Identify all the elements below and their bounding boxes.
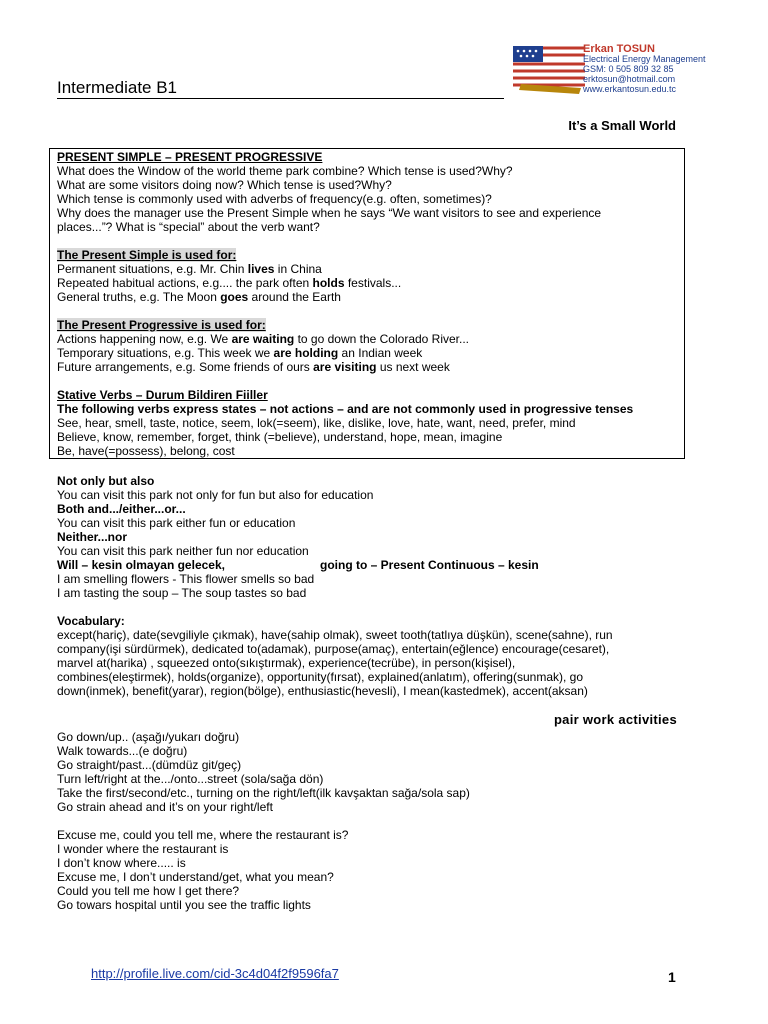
vocabulary-line-4: combines(eleştirmek), holds(organize), opportunity(fırsat), explained(anlatım), offering(sunmak), go [57,670,584,684]
question-4-line-1: Why does the manager use the Present Simple when he says “We want visitors to see and experience [57,206,602,220]
simple-use-1 [57,262,322,276]
pair-work-heading: pair work activities [553,712,677,727]
contact-card [583,44,706,94]
expression-1: Excuse me, could you tell me, where the restaurant is? [57,828,349,842]
contact-role: Electrical Energy Management [583,54,706,64]
text: around the Earth [248,290,341,304]
text: us next week [376,360,450,374]
direction-4: Turn left/right at the.../onto...street (sola/sağa dön) [57,772,324,786]
text: Temporary situations, e.g. This week we [57,346,274,360]
direction-5: Take the first/second/etc., turning on the right/left(ilk kavşaktan sağa/sola sap) [57,786,470,800]
progressive-heading-text: The Present Progressive is used for: [57,318,266,332]
contact-email: erktosun@hotmail.com [583,74,676,84]
flag-logo-icon [509,42,589,98]
contact-web: www.erkantosun.edu.tc [583,84,677,94]
text: festivals... [344,276,402,290]
simple-use-2 [57,276,401,290]
question-1: What does the Window of the world theme park combine? Which tense is used?Why? [57,164,513,178]
conjunction-example-1: You can visit this park not only for fun but also for education [57,488,374,502]
progressive-use-3 [57,360,450,374]
future-heading-will: Will – kesin olmayan gelecek, [57,558,225,572]
stative-list-2: Believe, know, remember, forget, think (=believe), understand, hope, mean, imagine [57,430,503,444]
example-verb: holds [312,276,345,290]
text: General truths, e.g. The Moon [57,290,221,304]
stative-example-1: I am smelling flowers - This flower smells so bad [57,572,315,586]
vocabulary-line-3: marvel at(harika) , squeezed onto(sıkıştırmak), experience(tecrübe), in person(kişisel), [57,656,516,670]
conjunction-heading-2: Both and.../either...or... [57,502,186,516]
vocabulary-heading: Vocabulary: [57,614,125,628]
stative-example-2: I am tasting the soup – The soup tastes so bad [57,586,307,600]
box-title: PRESENT SIMPLE – PRESENT PROGRESSIVE [57,150,323,164]
text: to go down the Colorado River... [294,332,470,346]
simple-heading [57,248,236,262]
example-verb: are visiting [313,360,377,374]
question-2: What are some visitors doing now? Which tense is used?Why? [57,178,392,192]
expression-6: Go towars hospital until you see the traffic lights [57,898,311,912]
question-4-line-2: places...”? What is “special” about the verb want? [57,220,320,234]
stative-list-1: See, hear, smell, taste, notice, seem, lok(=seem), like, dislike, love, hate, want, need, prefer, mind [57,416,576,430]
conjunction-example-2: You can visit this park either fun or education [57,516,296,530]
text: Future arrangements, e.g. Some friends of ours [57,360,314,374]
profile-link[interactable]: http://profile.live.com/cid-3c4d04f2f9596fa7 [91,966,339,981]
expression-4: Excuse me, I don’t understand/get, what you mean? [57,870,334,884]
page-number: 1 [668,969,676,985]
conjunction-heading-3: Neither...nor [57,530,128,544]
text: Permanent situations, e.g. Mr. Chin [57,262,248,276]
progressive-use-1 [57,332,469,346]
text: Actions happening now, e.g. We [57,332,232,346]
simple-use-3 [57,290,341,304]
expression-3: I don’t know where..... is [57,856,186,870]
example-verb: are holding [273,346,339,360]
example-verb: goes [220,290,249,304]
title-underline [57,98,504,99]
progressive-use-2 [57,346,422,360]
stative-subheading: The following verbs express states – not actions – and are not commonly used in progressive tenses [57,402,634,416]
contact-name: Erkan TOSUN [583,43,655,55]
future-heading-going-to: going to – Present Continuous – kesin [320,558,539,572]
direction-6: Go strain ahead and it’s on your right/left [57,800,273,814]
contact-gsm: GSM: 0 505 809 32 85 [583,64,674,74]
stative-heading: Stative Verbs – Durum Bildiren Fiiller [57,388,268,402]
text: an Indian week [338,346,423,360]
direction-3: Go straight/past...(dümdüz git/geç) [57,758,242,772]
direction-1: Go down/up.. (aşağı/yukarı doğru) [57,730,240,744]
progressive-heading [57,318,266,332]
simple-heading-text: The Present Simple is used for: [57,248,237,262]
text: in China [274,262,322,276]
conjunction-heading-1: Not only but also [57,474,155,488]
stative-list-3: Be, have(=possess), belong, cost [57,444,235,458]
section-subtitle: It’s a Small World [568,118,676,133]
expression-5: Could you tell me how I get there? [57,884,240,898]
conjunction-example-3: You can visit this park neither fun nor education [57,544,309,558]
question-3: Which tense is commonly used with adverbs of frequency(e.g. often, sometimes)? [57,192,492,206]
direction-2: Walk towards...(e doğru) [57,744,188,758]
text: Repeated habitual actions, e.g.... the park often [57,276,313,290]
expression-2: I wonder where the restaurant is [57,842,229,856]
example-verb: lives [247,262,275,276]
example-verb: are waiting [231,332,295,346]
vocabulary-line-2: company(işi sürdürmek), dedicated to(adamak), purpose(amaç), entertain(eğlence) encourage(cesaret), [57,642,610,656]
page-title: Intermediate B1 [57,78,178,97]
vocabulary-line-1: except(hariç), date(sevgiliyle çıkmak), have(sahip olmak), sweet tooth(tatlıya düşkün), scene(sahne), run [57,628,613,642]
vocabulary-line-5: down(inmek), benefit(yarar), region(bölge), enthusiastic(hevesli), I mean(kastedmek), accent(aksan) [57,684,588,698]
